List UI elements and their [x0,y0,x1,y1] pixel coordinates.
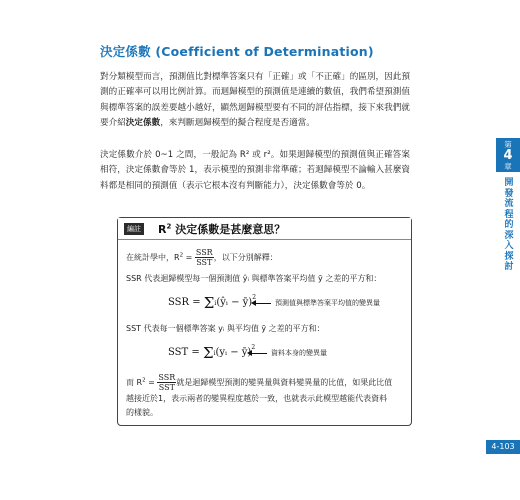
note-title [158,221,285,237]
note-line-4-sup: 2 [142,377,146,384]
note-header [118,218,411,240]
sst-sigma-sub: i [213,350,216,357]
fraction-numerator: SSR [195,248,213,257]
sst-formula-lhs: SST = [168,347,203,358]
chapter-tab-label-bottom: 章 [504,162,512,171]
page-number: 4-103 [486,440,520,454]
paragraph-1-text-a: 對分類模型而言，預測值比對標準答案只有「正確」或「不正確」的區別，因此預測的正確率可以用比例計算。而迴歸模型的預測值是連續的數值，我們希望預測值與標準答案的誤差要越小越好，顯然迴歸模型要有不同的評估指標，接下來我們就要介紹 [100,72,410,129]
note-line-1-sup: 2 [179,252,184,259]
ssr-sst-fraction [195,248,214,267]
note-line-6: 的樣貌。 [126,408,158,417]
section-title: 決定係數 (Coefficient of Determination) [100,44,374,59]
note-line-1-pre: 在統計學中，R [126,253,180,262]
ssr-formula-sup: 2 [252,294,257,301]
chapter-tab-label-top: 第 [504,140,512,149]
note-line-4-eq: = [145,378,158,387]
note-line-4-pre: 而 R [126,378,143,387]
sigma-icon: Σ [202,344,214,362]
sst-formula [168,344,255,362]
sst-annotation: 資料本身的變異量 [271,349,327,357]
note-line-4 [126,373,392,392]
paragraph-1 [100,70,410,132]
fraction-denominator: SST [196,258,213,267]
note-line-5: 越接近於1，表示兩者的變異程度越於一致，也就表示此模型越能代表資料 [126,394,388,403]
paragraph-2: 決定係數介於 0~1 之間，一般記為 R² 或 r²。如果迴歸模型的預測值與正確答案相符，決定係數會等於 1，表示模型的預測非常準確；若迴歸模型不論輸入甚麼資料都是相同的預測值（表示它根本沒有判斷能力），決定係數會等於 0。 [100,150,410,191]
ssr-formula-lhs: SSR = [168,297,204,308]
ssr-sst-fraction-2 [157,373,176,392]
ssr-formula-body: (ŷᵢ − ȳ) [216,297,253,308]
chapter-number: 4 [503,148,513,163]
note-line-4-post: 就是迴歸模型預測的變異量與資料變異量的比值，如果此比值 [176,378,393,387]
sst-formula-body: (yᵢ − ȳ) [215,347,252,358]
editor-note-box [117,217,412,426]
paragraph-1-text-b: ，來判斷迴歸模型的擬合程度是否適當。 [160,118,315,129]
note-title-text: 決定係數是甚麼意思？ [171,223,286,236]
ssr-annotation: 預測值與標準答案平均值的變異量 [275,299,380,307]
fraction-denominator-2: SST [158,383,175,392]
note-title-r: R [158,223,167,236]
fraction-numerator-2: SSR [158,373,176,382]
note-line-2: SSR 代表迴歸模型每一個預測值 ŷᵢ 與標準答案平均值 ȳ 之差的平方和： [126,274,382,283]
arrow-left-icon [255,303,271,304]
paragraph-1-bold-term: 決定係數 [125,118,161,129]
chapter-title: 開發流程的深入探討 [504,178,514,272]
note-title-sup: 2 [166,222,172,231]
note-line-1-post: ，以下分別解釋： [213,253,278,262]
note-line-1 [126,248,278,267]
note-badge: 編註 [124,223,144,235]
ssr-formula [168,294,256,312]
arrow-left-icon [251,353,267,354]
sigma-icon: Σ [203,294,215,312]
note-line-1-eq: = [183,253,195,262]
chapter-tab [496,138,520,172]
note-line-3: SST 代表每一個標準答案 yᵢ 與平均值 ȳ 之差的平方和： [126,324,325,333]
ssr-sigma-sub: i [214,300,217,307]
sst-formula-sup: 2 [251,344,256,351]
